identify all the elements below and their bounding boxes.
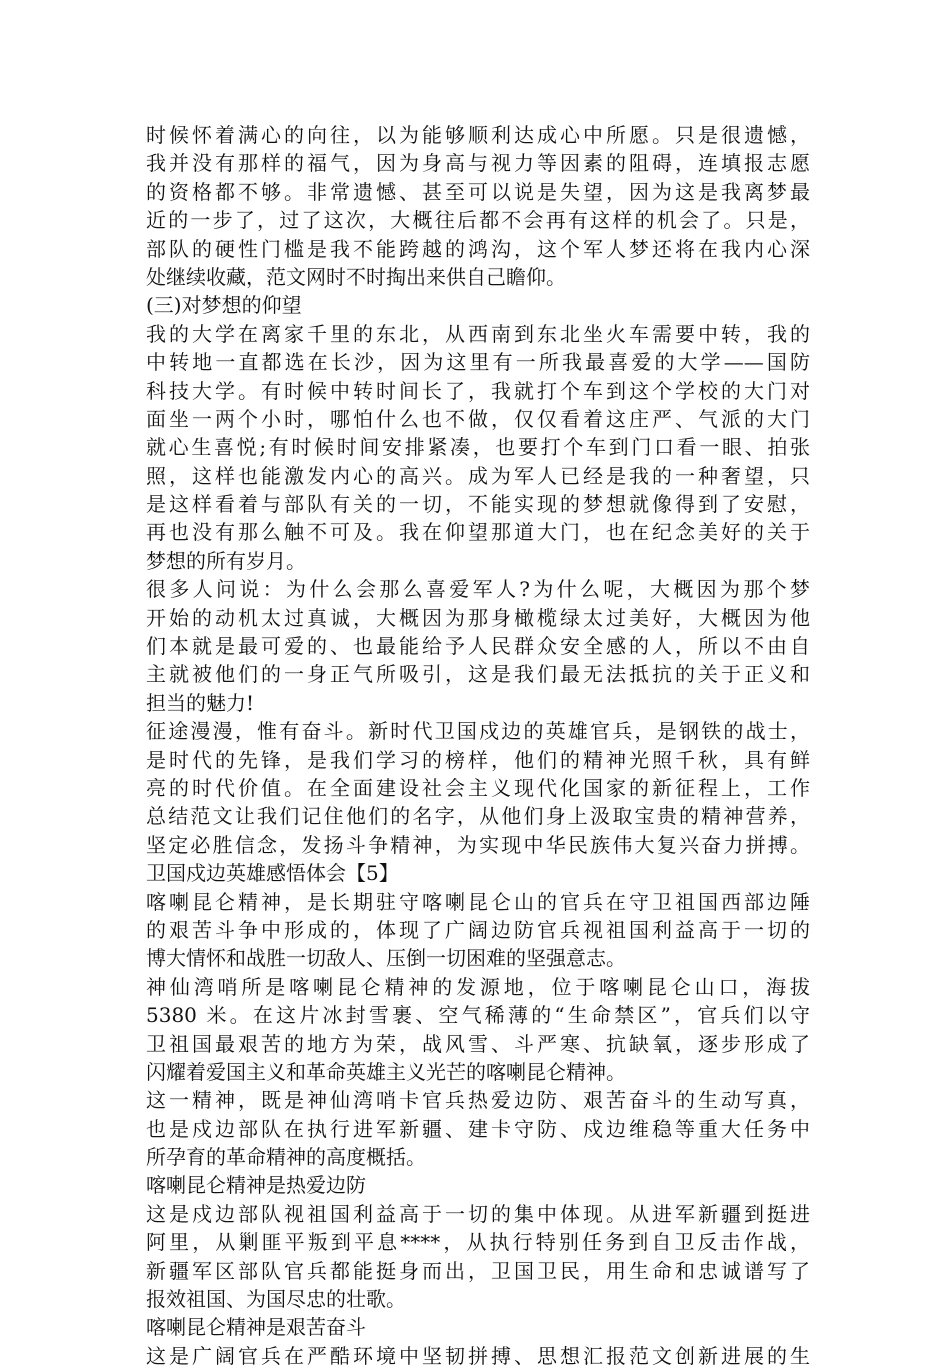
text-line: 处继续收藏，范文网时不时掏出来供自己瞻仰。: [146, 264, 566, 289]
text-line: 这是戍边部队视祖国利益高于一切的集中体现。从进军新疆到挺进: [146, 1201, 810, 1226]
section-heading: 喀喇昆仑精神是艰苦奋斗: [146, 1315, 366, 1340]
text-line: 坚定必胜信念，发扬斗争精神，为实现中华民族伟大复兴奋力拼搏。: [146, 832, 810, 857]
text-line: 博大情怀和战胜一切敌人、压倒一切困难的坚强意志。: [146, 946, 626, 971]
section-heading: 喀喇昆仑精神是热爱边防: [146, 1173, 366, 1198]
text-line: 近的一步了，过了这次，大概往后都不会再有这样的机会了。只是，: [146, 208, 810, 233]
text-line: 很多人问说：为什么会那么喜爱军人?为什么呢，大概因为那个梦: [146, 577, 810, 602]
text-line: 也是戍边部队在执行进军新疆、建卡守防、戍边维稳等重大任务中: [146, 1116, 810, 1141]
text-line: 我的大学在离家千里的东北，从西南到东北坐火车需要中转，我的: [146, 321, 810, 346]
text-line: 神仙湾哨所是喀喇昆仑精神的发源地，位于喀喇昆仑山口，海拔: [146, 974, 810, 999]
text-line: 新疆军区部队官兵都能挺身而出，卫国卫民，用生命和忠诚谱写了: [146, 1258, 810, 1283]
text-line: 再也没有那么触不可及。我在仰望那道大门，也在纪念美好的关于: [146, 520, 810, 545]
text-line: 所孕育的革命精神的高度概括。: [146, 1145, 426, 1170]
text-line: 是这样看着与部队有关的一切，不能实现的梦想就像得到了安慰，: [146, 492, 810, 517]
section-heading: 卫国戍边英雄感悟体会【5】: [146, 861, 399, 886]
text-line: 照，这样也能激发内心的高兴。成为军人已经是我的一种奢望，只: [146, 463, 810, 488]
text-line: 开始的动机太过真诚，大概因为那身橄榄绿太过美好，大概因为他: [146, 605, 810, 630]
section-heading: (三)对梦想的仰望: [146, 293, 302, 318]
text-line: 征途漫漫，惟有奋斗。新时代卫国戍边的英雄官兵，是钢铁的战士，: [146, 719, 810, 744]
text-line: 这一精神，既是神仙湾哨卡官兵热爱边防、艰苦奋斗的生动写真，: [146, 1088, 810, 1113]
text-line: 的资格都不够。非常遗憾、甚至可以说是失望，因为这是我离梦最: [146, 179, 810, 204]
text-line: 们本就是最可爱的、也最能给予人民群众安全感的人，所以不由自: [146, 634, 810, 659]
text-line: 科技大学。有时候中转时间长了，我就打个车到这个学校的大门对: [146, 378, 810, 403]
text-line: 闪耀着爱国主义和革命英雄主义光芒的喀喇昆仑精神。: [146, 1059, 626, 1084]
text-line: 梦想的所有岁月。: [146, 548, 306, 573]
text-line: 亮的时代价值。在全面建设社会主义现代化国家的新征程上，工作: [146, 775, 810, 800]
text-line: 卫祖国最艰苦的地方为荣，战风雪、斗严寒、抗缺氧，逐步形成了: [146, 1031, 810, 1056]
text-line: 总结范文让我们记住他们的名字，从他们身上汲取宝贵的精神营养，: [146, 804, 810, 829]
text-line: 报效祖国、为国尽忠的壮歌。: [146, 1287, 406, 1312]
text-line: 主就被他们的一身正气所吸引，这是我们最无法抵抗的关于正义和: [146, 662, 810, 687]
text-line: 我并没有那样的福气，因为身高与视力等因素的阻碍，连填报志愿: [146, 151, 810, 176]
text-line: 部队的硬性门槛是我不能跨越的鸿沟，这个军人梦还将在我内心深: [146, 236, 810, 261]
text-line: 中转地一直都选在长沙，因为这里有一所我最喜爱的大学——国防: [146, 350, 810, 375]
text-line: 就心生喜悦;有时候时间安排紧凑，也要打个车到门口看一眼、拍张: [146, 435, 810, 460]
text-line: 的艰苦斗争中形成的，体现了广阔边防官兵视祖国利益高于一切的: [146, 917, 810, 942]
text-line: 阿里，从剿匪平叛到平息****，从执行特别任务到自卫反击作战，: [146, 1230, 810, 1255]
text-line: 这是广阔官兵在严酷环境中坚韧拼搏、思想汇报范文创新进展的生: [146, 1343, 810, 1368]
text-line: 面坐一两个小时，哪怕什么也不做，仅仅看着这庄严、气派的大门: [146, 406, 810, 431]
document-body: [146, 121, 810, 1370]
text-line: 5380 米。在这片冰封雪裹、空气稀薄的“生命禁区”，官兵们以守: [146, 1003, 810, 1028]
text-line: 担当的魅力!: [146, 690, 255, 715]
text-line: 是时代的先锋，是我们学习的榜样，他们的精神光照千秋，具有鲜: [146, 747, 810, 772]
text-line: 时候怀着满心的向往，以为能够顺利达成心中所愿。只是很遗憾，: [146, 123, 810, 147]
text-line: 喀喇昆仑精神，是长期驻守喀喇昆仑山的官兵在守卫祖国西部边陲: [146, 889, 810, 914]
